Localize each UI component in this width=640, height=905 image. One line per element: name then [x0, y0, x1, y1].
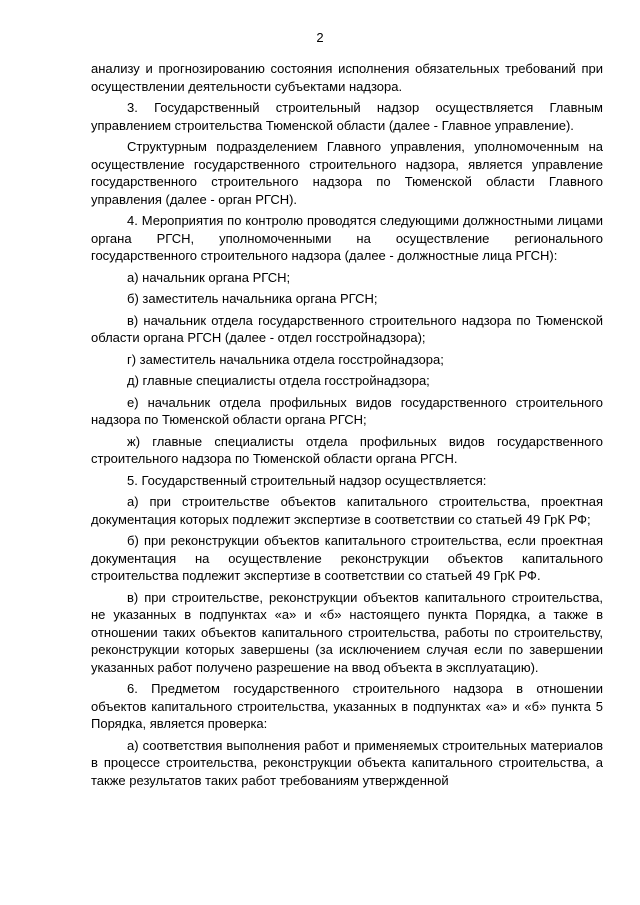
list-item-4zh: ж) главные специалисты отдела профильных видов государственного строительного надзора по Тюменской области органа РГСН. [91, 433, 603, 466]
list-item-4e: е) начальник отдела профильных видов государственного строительного надзора по Тюменской области органа РГСН; [91, 394, 603, 427]
paragraph-item-3: 3. Государственный строительный надзор осуществляется Главным управлением строительства Тюменской области (далее - Главное управление). [91, 100, 603, 133]
list-item-5v: в) при строительстве, реконструкции объектов капитального строительства, не указанных в подпунктах «а» и «б» настоящего пункта Порядка, а также в отношении таких объектов капитального строительства, работы по строительству, реконструкции которых завершены (за исключением случая если по завершении указанных работ получено разрешение на ввод объекта в эксплуатацию). [91, 589, 603, 675]
list-item-6a: а) соответствия выполнения работ и применяемых строительных материалов в процессе строительства, реконструкции объекта капитального строительства, а также результатов таких работ требованиям утвержденной [91, 737, 603, 788]
list-item-4b: б) заместитель начальника органа РГСН; [127, 291, 378, 306]
list-item-4v: в) начальник отдела государственного строительного надзора по Тюменской области органа РГСН (далее - отдел госстройнадзора); [91, 312, 603, 345]
paragraph-item-4: 4. Мероприятия по контролю проводятся следующими должностными лицами органа РГСН, уполномоченными на осуществление регионального государственного строительного надзора (далее - должностные лица РГСН): [91, 213, 603, 263]
list-item-5b: б) при реконструкции объектов капитального строительства, если проектная документация на осуществление реконструкции объектов капитального строительства подлежит экспертизе в соответствии со статьей 49 ГрК РФ. [91, 533, 603, 583]
paragraph-structural-unit: Структурным подразделением Главного управления, уполномоченным на осуществление государственного строительного надзора, является управление государственного строительного надзора по Тюменской области Главного управления (далее - орган РГСН). [91, 139, 603, 207]
paragraph-item-6: 6. Предметом государственного строительного надзора в отношении объектов капитального строительства, указанных в подпунктах «а» и «б» пункта 5 Порядка, является проверка: [91, 681, 603, 731]
list-item-4d: д) главные специалисты отдела госстройнадзора; [127, 373, 430, 388]
paragraph-item-5: 5. Государственный строительный надзор осуществляется: [127, 472, 487, 488]
paragraph-continuation: анализу и прогнозированию состояния исполнения обязательных требований при осуществлении деятельности субъектами надзора. [91, 61, 603, 94]
list-item-4g: г) заместитель начальника отдела госстройнадзора; [127, 351, 444, 367]
page-number: 2 [316, 30, 324, 45]
document-body [91, 60, 603, 793]
list-item-5a: а) при строительстве объектов капитального строительства, проектная документация которых подлежит экспертизе в соответствии со статьей 49 ГрК РФ; [91, 494, 603, 527]
list-item-4a: а) начальник органа РГСН; [127, 269, 291, 285]
